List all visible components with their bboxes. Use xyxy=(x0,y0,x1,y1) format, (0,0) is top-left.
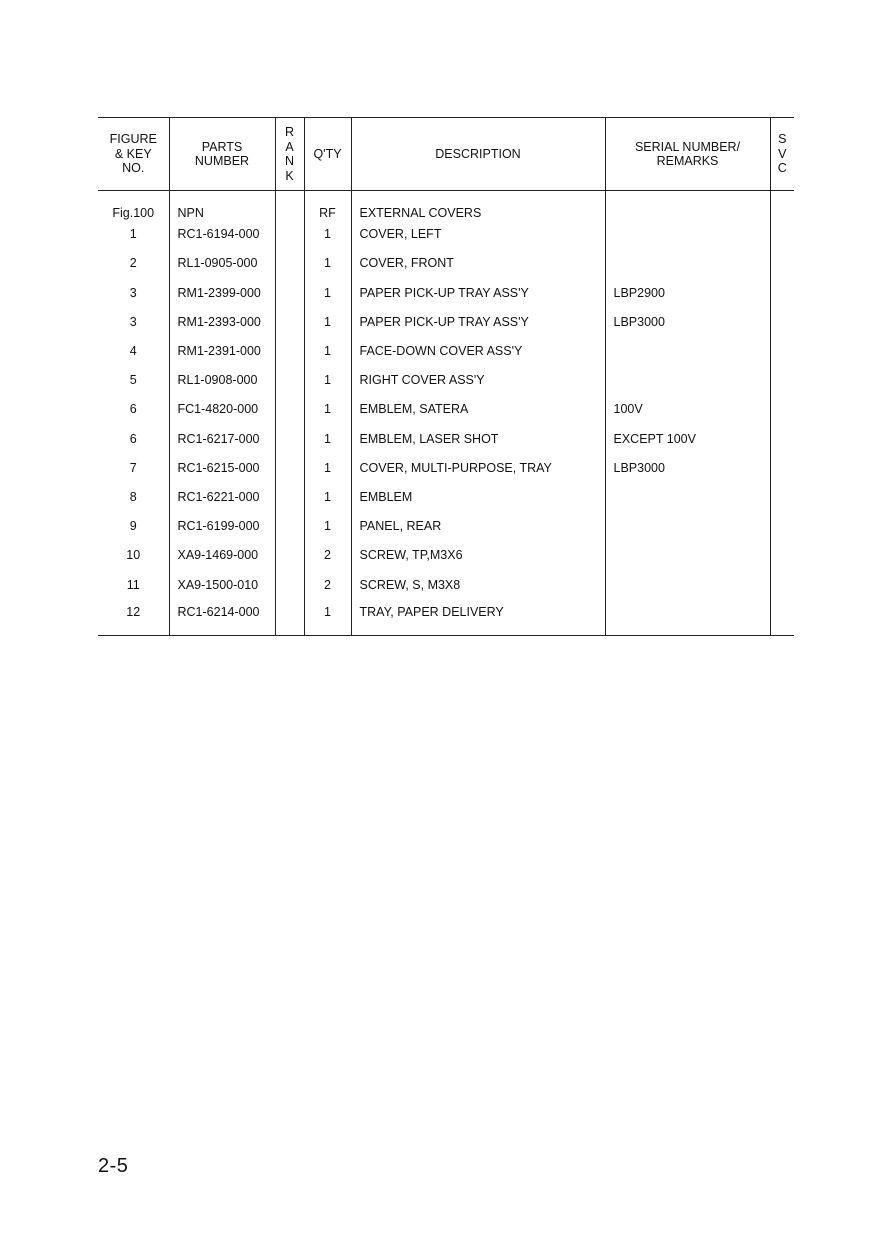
cell-qty: RF xyxy=(304,191,351,220)
table-row xyxy=(98,424,794,453)
cell-rank xyxy=(275,366,304,395)
cell-remarks xyxy=(605,541,770,570)
cell-description: COVER, LEFT xyxy=(351,220,605,249)
cell-svc xyxy=(770,482,794,511)
page-number: 2-5 xyxy=(98,1155,129,1177)
cell-qty: 1 xyxy=(304,424,351,453)
table-row xyxy=(98,366,794,395)
cell-svc xyxy=(770,570,794,599)
table-row xyxy=(98,249,794,278)
table-row xyxy=(98,541,794,570)
table-row xyxy=(98,570,794,599)
cell-parts-number: NPN xyxy=(169,191,275,220)
cell-svc xyxy=(770,512,794,541)
cell-remarks xyxy=(605,482,770,511)
cell-parts-number: RC1-6215-000 xyxy=(169,453,275,482)
cell-description: RIGHT COVER ASS'Y xyxy=(351,366,605,395)
cell-parts-number: RC1-6214-000 xyxy=(169,599,275,636)
cell-svc xyxy=(770,541,794,570)
cell-description: TRAY, PAPER DELIVERY xyxy=(351,599,605,636)
header-parts-number: PARTS NUMBER xyxy=(169,118,275,191)
cell-parts-number: RM1-2399-000 xyxy=(169,278,275,307)
cell-description: PAPER PICK-UP TRAY ASS'Y xyxy=(351,278,605,307)
cell-figure-key-no: 6 xyxy=(98,424,169,453)
cell-parts-number: FC1-4820-000 xyxy=(169,395,275,424)
cell-description: EXTERNAL COVERS xyxy=(351,191,605,220)
cell-remarks xyxy=(605,249,770,278)
cell-parts-number: RL1-0908-000 xyxy=(169,366,275,395)
cell-qty: 1 xyxy=(304,482,351,511)
cell-rank xyxy=(275,570,304,599)
cell-svc xyxy=(770,307,794,336)
cell-rank xyxy=(275,336,304,365)
cell-rank xyxy=(275,453,304,482)
cell-qty: 1 xyxy=(304,278,351,307)
cell-description: PAPER PICK-UP TRAY ASS'Y xyxy=(351,307,605,336)
cell-qty: 1 xyxy=(304,512,351,541)
cell-remarks xyxy=(605,220,770,249)
parts-list-table xyxy=(98,117,794,636)
cell-svc xyxy=(770,395,794,424)
cell-parts-number: RC1-6217-000 xyxy=(169,424,275,453)
cell-svc xyxy=(770,278,794,307)
cell-svc xyxy=(770,336,794,365)
cell-remarks: EXCEPT 100V xyxy=(605,424,770,453)
cell-figure-key-no: 8 xyxy=(98,482,169,511)
cell-figure-key-no: 12 xyxy=(98,599,169,636)
cell-qty: 1 xyxy=(304,336,351,365)
table-row xyxy=(98,395,794,424)
cell-rank xyxy=(275,599,304,636)
cell-description: SCREW, TP,M3X6 xyxy=(351,541,605,570)
cell-remarks: LBP3000 xyxy=(605,453,770,482)
cell-remarks xyxy=(605,191,770,220)
cell-figure-key-no: 7 xyxy=(98,453,169,482)
cell-qty: 1 xyxy=(304,395,351,424)
cell-svc xyxy=(770,453,794,482)
cell-description: COVER, FRONT xyxy=(351,249,605,278)
cell-remarks: LBP3000 xyxy=(605,307,770,336)
cell-description: COVER, MULTI-PURPOSE, TRAY xyxy=(351,453,605,482)
cell-parts-number: RL1-0905-000 xyxy=(169,249,275,278)
cell-figure-key-no: 3 xyxy=(98,278,169,307)
cell-figure-key-no: 2 xyxy=(98,249,169,278)
cell-remarks xyxy=(605,336,770,365)
table-row xyxy=(98,512,794,541)
header-description: DESCRIPTION xyxy=(351,118,605,191)
header-svc: S V C xyxy=(770,118,794,191)
cell-rank xyxy=(275,512,304,541)
cell-rank xyxy=(275,307,304,336)
header-qty: Q'TY xyxy=(304,118,351,191)
header-row xyxy=(98,118,794,191)
cell-rank xyxy=(275,220,304,249)
cell-figure-key-no: 11 xyxy=(98,570,169,599)
cell-svc xyxy=(770,249,794,278)
cell-remarks xyxy=(605,366,770,395)
header-serial-remarks: SERIAL NUMBER/ REMARKS xyxy=(605,118,770,191)
table-row xyxy=(98,191,794,220)
cell-rank xyxy=(275,482,304,511)
cell-svc xyxy=(770,599,794,636)
cell-rank xyxy=(275,249,304,278)
cell-parts-number: RC1-6221-000 xyxy=(169,482,275,511)
cell-description: PANEL, REAR xyxy=(351,512,605,541)
table-row xyxy=(98,307,794,336)
cell-description: FACE-DOWN COVER ASS'Y xyxy=(351,336,605,365)
cell-rank xyxy=(275,395,304,424)
cell-description: SCREW, S, M3X8 xyxy=(351,570,605,599)
cell-figure-key-no: Fig.100 xyxy=(98,191,169,220)
cell-rank xyxy=(275,278,304,307)
cell-qty: 1 xyxy=(304,366,351,395)
cell-qty: 1 xyxy=(304,220,351,249)
cell-remarks: LBP2900 xyxy=(605,278,770,307)
cell-figure-key-no: 5 xyxy=(98,366,169,395)
cell-figure-key-no: 9 xyxy=(98,512,169,541)
table-row xyxy=(98,336,794,365)
cell-qty: 1 xyxy=(304,307,351,336)
cell-figure-key-no: 6 xyxy=(98,395,169,424)
table-row xyxy=(98,220,794,249)
cell-parts-number: XA9-1500-010 xyxy=(169,570,275,599)
cell-figure-key-no: 3 xyxy=(98,307,169,336)
cell-rank xyxy=(275,424,304,453)
cell-figure-key-no: 10 xyxy=(98,541,169,570)
cell-qty: 1 xyxy=(304,249,351,278)
header-rank: R A N K xyxy=(275,118,304,191)
cell-parts-number: RC1-6199-000 xyxy=(169,512,275,541)
cell-svc xyxy=(770,191,794,220)
cell-rank xyxy=(275,191,304,220)
cell-figure-key-no: 4 xyxy=(98,336,169,365)
cell-remarks xyxy=(605,570,770,599)
table-row xyxy=(98,278,794,307)
cell-figure-key-no: 1 xyxy=(98,220,169,249)
cell-svc xyxy=(770,424,794,453)
table-row xyxy=(98,482,794,511)
table-row xyxy=(98,453,794,482)
cell-svc xyxy=(770,220,794,249)
table-row xyxy=(98,599,794,636)
cell-description: EMBLEM xyxy=(351,482,605,511)
cell-qty: 2 xyxy=(304,570,351,599)
table-body xyxy=(98,191,794,636)
cell-remarks xyxy=(605,512,770,541)
cell-svc xyxy=(770,366,794,395)
cell-qty: 1 xyxy=(304,453,351,482)
header-figure-key-no: FIGURE & KEY NO. xyxy=(98,118,169,191)
cell-rank xyxy=(275,541,304,570)
cell-description: EMBLEM, SATERA xyxy=(351,395,605,424)
cell-qty: 1 xyxy=(304,599,351,636)
cell-remarks xyxy=(605,599,770,636)
cell-parts-number: RC1-6194-000 xyxy=(169,220,275,249)
table-header xyxy=(98,118,794,191)
cell-remarks: 100V xyxy=(605,395,770,424)
cell-qty: 2 xyxy=(304,541,351,570)
cell-parts-number: RM1-2393-000 xyxy=(169,307,275,336)
cell-parts-number: XA9-1469-000 xyxy=(169,541,275,570)
cell-description: EMBLEM, LASER SHOT xyxy=(351,424,605,453)
cell-parts-number: RM1-2391-000 xyxy=(169,336,275,365)
